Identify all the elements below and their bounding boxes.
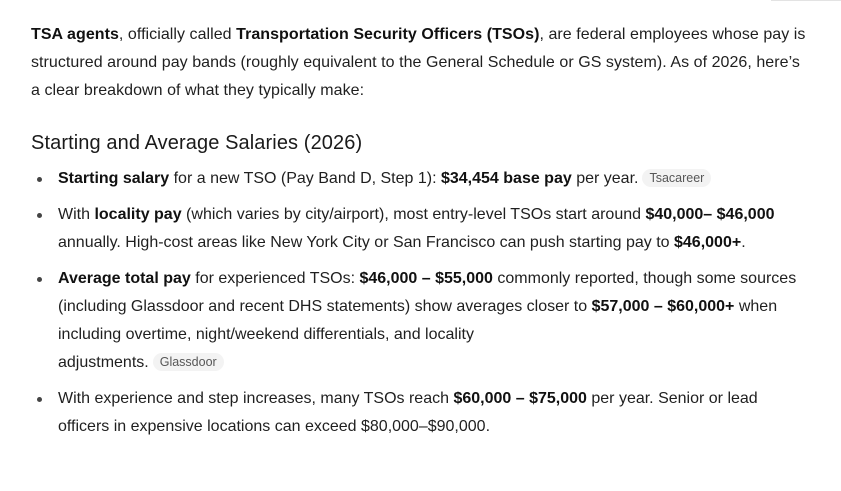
list-text: (which varies by city/airport), most entry-level TSOs start around (181, 206, 646, 223)
list-text: commonly reported, though some sources (including Glassdoor and recent DHS statements) show averages closer to (58, 270, 797, 315)
list-text: for a new TSO (Pay Band D, Step 1): (169, 170, 441, 187)
starting-salary-value: $34,454 base pay (440, 170, 572, 187)
list-text: With experience and step increases, many TSOs reach (58, 390, 454, 407)
list-text: annually. High-cost areas like New York City or San Francisco can push starting pay to (58, 234, 674, 251)
intro-paragraph (31, 21, 811, 105)
average-with-overtime-range: $57,000 – $60,000+ (591, 298, 735, 315)
entry-level-range: $40,000– $46,000 (645, 206, 775, 223)
intro-text-1: , officially called (118, 26, 237, 43)
bullet-dot (37, 277, 42, 282)
list-text: for experienced TSOs: (190, 270, 360, 287)
salary-bullet-list (31, 165, 811, 441)
bullet-dot (37, 397, 42, 402)
list-text: . (741, 234, 746, 251)
intro-text-2: , are federal employees whose pay is structured around pay bands (roughly equivalent to the General Schedule or GS system). As of 2026, here’s a clear breakdown of what they typically make: (31, 26, 806, 99)
high-cost-starting-pay: $46,000+ (674, 234, 742, 251)
section-heading: Starting and Average Salaries (2026) (31, 132, 363, 154)
starting-salary-label: Starting salary (58, 170, 170, 187)
list-text: adjustments. (58, 354, 149, 371)
list-text: With (58, 206, 95, 223)
list-text: when including overtime, night/weekend differentials, and locality (58, 298, 778, 343)
list-item-experienced-pay (31, 385, 811, 441)
intro-bold-tso-title: Transportation Security Officers (TSOs) (236, 26, 540, 43)
top-divider (771, 0, 841, 1)
source-chip-glassdoor[interactable]: Glassdoor (153, 353, 224, 371)
experienced-range: $60,000 – $75,000 (453, 390, 587, 407)
average-total-pay-label: Average total pay (58, 270, 191, 287)
source-chip-tsacareer[interactable]: Tsacareer (642, 169, 711, 187)
list-item-locality-pay (31, 201, 811, 257)
list-text: per year. Senior or lead officers in expensive locations can exceed $80,000–$90,000. (58, 390, 758, 435)
chat-response (31, 21, 811, 449)
average-range: $46,000 – $55,000 (359, 270, 493, 287)
bullet-dot (37, 177, 42, 182)
list-item-average-total-pay (31, 265, 811, 377)
intro-bold-tsa-agents: TSA agents (31, 26, 119, 43)
bullet-dot (37, 213, 42, 218)
list-item-starting-salary (31, 165, 811, 193)
list-text: per year. (571, 170, 639, 187)
locality-pay-label: locality pay (94, 206, 182, 223)
